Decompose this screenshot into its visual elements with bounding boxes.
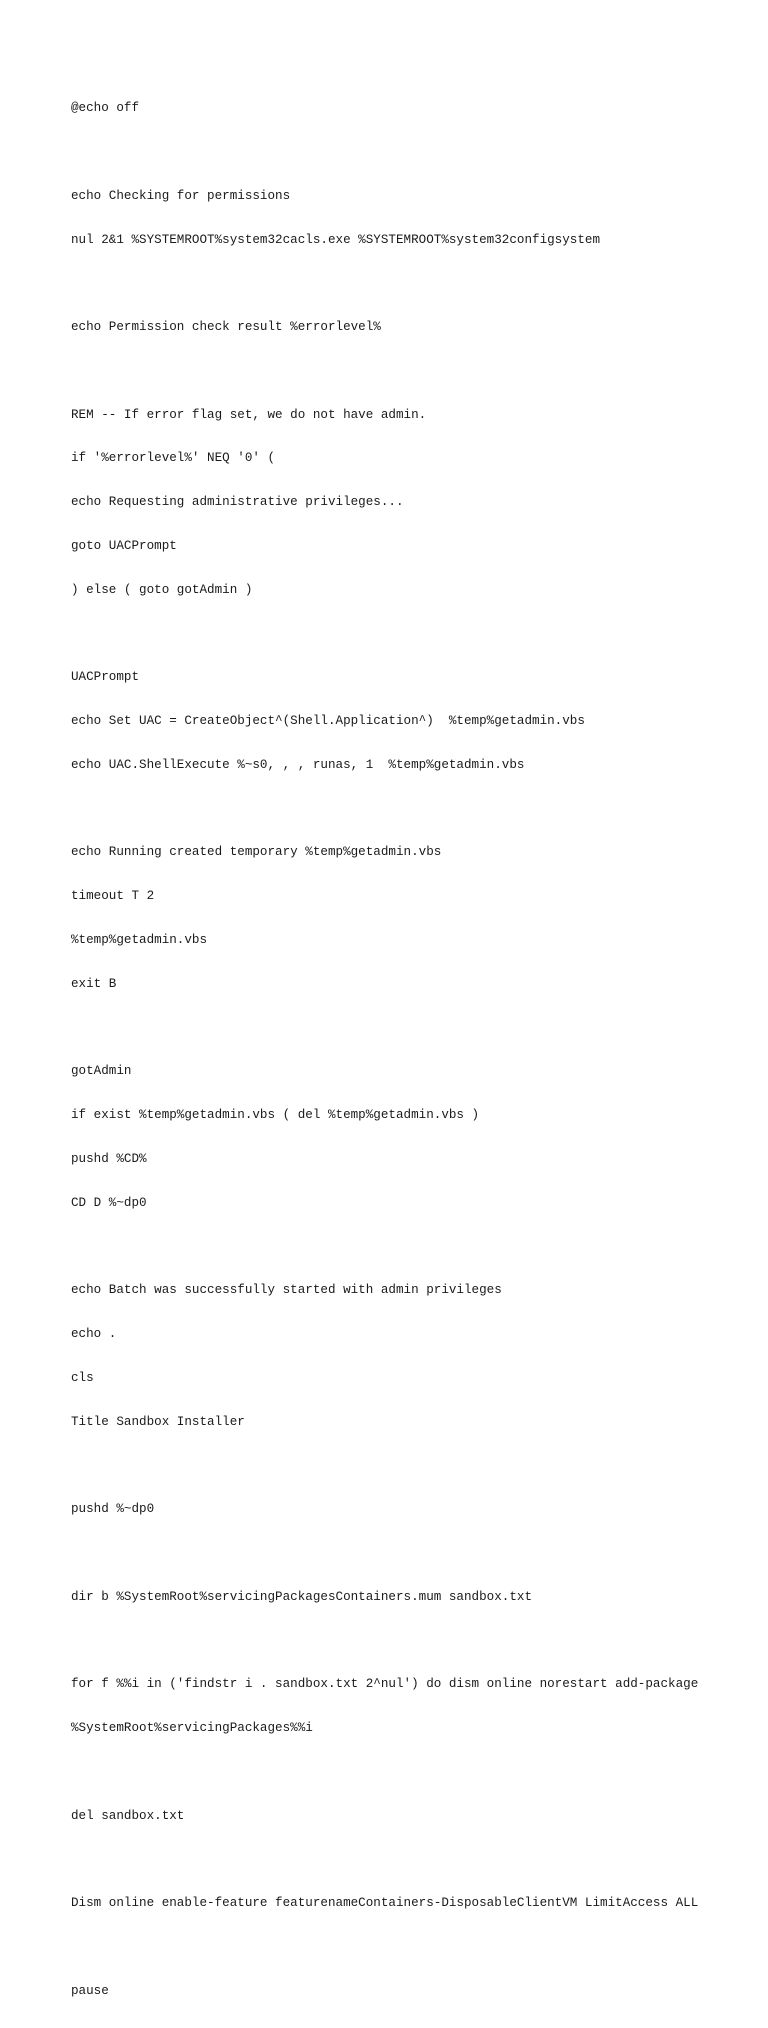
- script-line: exit B: [71, 976, 117, 991]
- script-line: cls: [71, 1370, 94, 1385]
- script-line: if exist %temp%getadmin.vbs ( del %temp%getadmin.vbs ): [71, 1108, 480, 1123]
- script-line: pushd %CD%: [71, 1151, 147, 1166]
- script-line: [71, 276, 751, 291]
- script-line: del sandbox.txt: [71, 1808, 185, 1823]
- script-line: %SystemRoot%servicingPackages%%i: [71, 1721, 313, 1736]
- script-line: [71, 1852, 751, 1867]
- script-line: echo Checking for permissions: [71, 188, 291, 203]
- script-line: goto UACPrompt: [71, 539, 177, 553]
- script-line: echo Running created temporary %temp%getadmin.vbs: [71, 845, 442, 860]
- script-line: Title Sandbox Installer: [71, 1414, 245, 1429]
- script-line: [71, 802, 751, 817]
- script-line: dir b %SystemRoot%servicingPackagesContainers.mum sandbox.txt: [71, 1589, 533, 1604]
- script-line: [71, 1458, 751, 1473]
- script-line: CD D %~dp0: [71, 1195, 147, 1210]
- script-line: [71, 145, 751, 160]
- script-line: @echo off: [71, 101, 140, 116]
- script-line: nul 2&1 %SYSTEMROOT%system32cacls.exe %SYSTEMROOT%system32configsystem: [71, 232, 601, 247]
- script-line: ) else ( goto gotAdmin ): [71, 582, 253, 597]
- script-line: %temp%getadmin.vbs: [71, 933, 208, 948]
- script-line: pause: [71, 1983, 109, 1998]
- script-line: echo .: [71, 1327, 117, 1342]
- script-line: [71, 1240, 751, 1255]
- script-line: [71, 1546, 751, 1561]
- script-line: for f %%i in ('findstr i . sandbox.txt 2^nul') do dism online norestart add-package: [71, 1677, 699, 1692]
- script-line: echo UAC.ShellExecute %~s0, , , runas, 1 %temp%getadmin.vbs: [71, 757, 525, 772]
- script-line: REM -- If error flag set, we do not have admin.: [71, 407, 427, 422]
- script-line: Dism online enable-feature featurenameContainers-DisposableClientVM LimitAccess ALL: [71, 1896, 699, 1911]
- script-line: echo Set UAC = CreateObject^(Shell.Application^) %temp%getadmin.vbs: [71, 714, 585, 729]
- script-line: echo Requesting administrative privileges...: [71, 495, 404, 510]
- script-line: if '%errorlevel%' NEQ '0' (: [71, 451, 276, 466]
- script-line: [71, 1634, 751, 1649]
- batch-script-text: [71, 72, 751, 2028]
- script-line: [71, 1940, 751, 1955]
- script-line: UACPrompt: [71, 670, 140, 685]
- script-line: echo Batch was successfully started with admin privileges: [71, 1283, 502, 1298]
- script-line: gotAdmin: [71, 1064, 132, 1079]
- script-line: [71, 364, 751, 379]
- script-line: echo Permission check result %errorlevel%: [71, 320, 381, 335]
- script-line: [71, 627, 751, 642]
- script-line: [71, 1021, 751, 1036]
- script-line: pushd %~dp0: [71, 1502, 155, 1517]
- script-line: timeout T 2: [71, 889, 155, 904]
- script-line: [71, 1765, 751, 1780]
